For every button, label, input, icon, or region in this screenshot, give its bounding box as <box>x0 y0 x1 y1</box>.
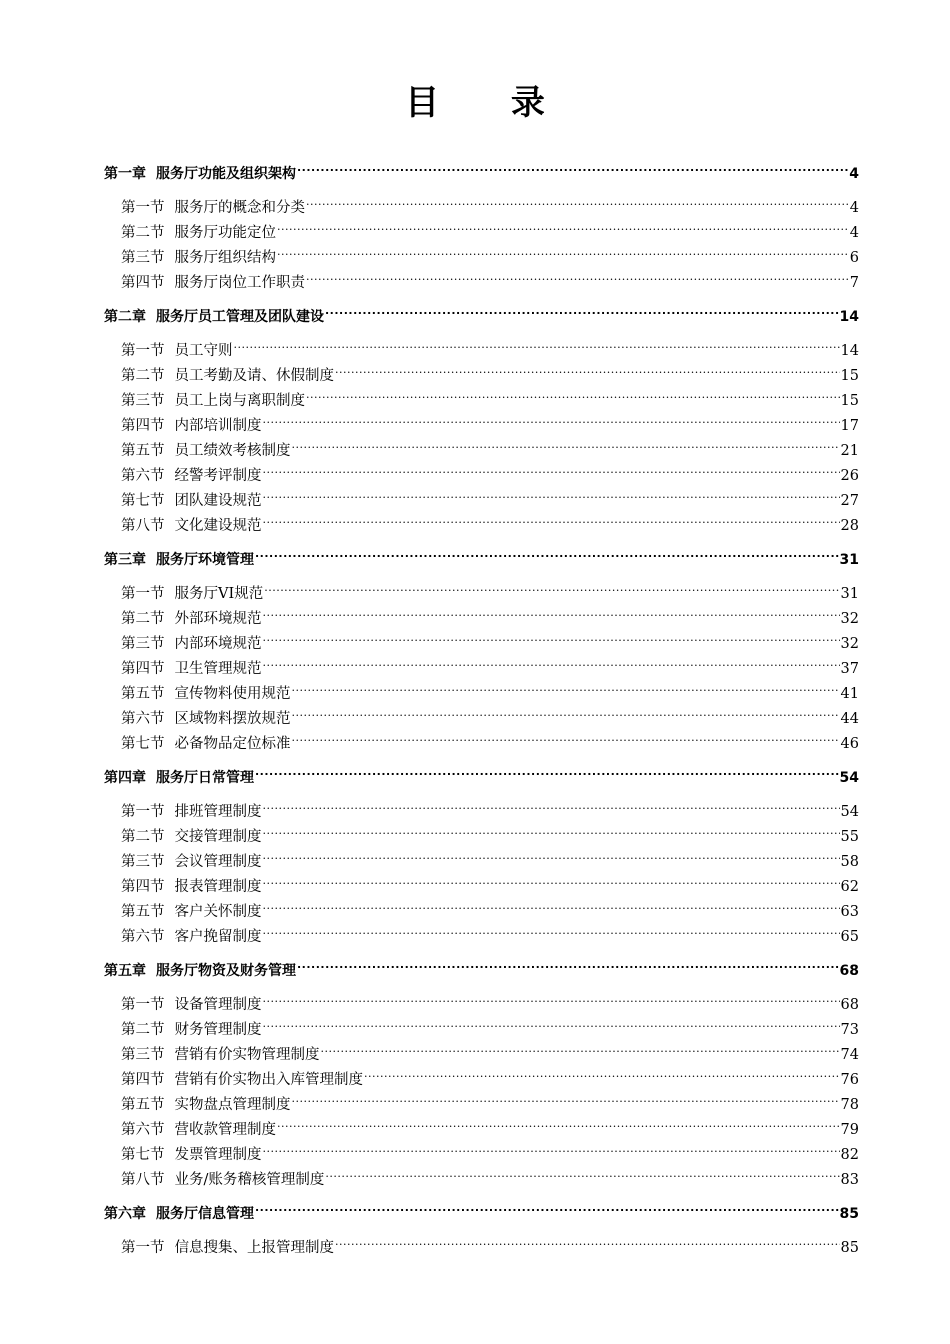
toc-entry-number: 第五节 <box>121 1097 165 1113</box>
toc-section-entry[interactable] <box>121 1162 859 1188</box>
toc-section-entry[interactable] <box>121 1112 859 1138</box>
toc-page-number: 4 <box>849 200 859 216</box>
toc-entry-label <box>104 1203 254 1225</box>
toc-entry-title: 员工守则 <box>174 343 233 359</box>
toc-section-entry[interactable] <box>121 676 859 702</box>
toc-section-entry[interactable] <box>121 601 859 627</box>
toc-section-entry[interactable] <box>121 726 859 752</box>
toc-section-entry[interactable] <box>121 869 859 895</box>
toc-page-number: 27 <box>840 493 859 509</box>
toc-entry-title: 团队建设规范 <box>174 493 262 509</box>
toc-entry-label <box>121 1169 324 1191</box>
toc-entry-label <box>104 549 254 571</box>
toc-entry-title: 发票管理制度 <box>174 1147 262 1163</box>
toc-entry-number: 第一节 <box>121 343 165 359</box>
dot-leader <box>263 1012 840 1034</box>
toc-page-number: 68 <box>839 963 859 979</box>
toc-entry-number: 第一节 <box>121 1240 165 1256</box>
toc-entry-title: 必备物品定位标准 <box>174 736 291 752</box>
toc-section-entry[interactable] <box>121 358 859 384</box>
toc-section-entry[interactable] <box>121 483 859 509</box>
toc-page-number: 4 <box>849 166 859 182</box>
dot-leader <box>263 508 840 530</box>
toc-entry-number: 第六节 <box>121 1122 165 1138</box>
toc-chapter-entry[interactable] <box>104 953 859 979</box>
toc-entry-number: 第一节 <box>121 997 165 1013</box>
toc-section-entry[interactable] <box>121 508 859 534</box>
dot-leader <box>263 894 840 916</box>
dot-leader <box>263 987 840 1009</box>
toc-section-entry[interactable] <box>121 408 859 434</box>
toc-section-entry[interactable] <box>121 794 859 820</box>
dot-leader <box>263 819 840 841</box>
dot-leader <box>297 953 839 975</box>
toc-page-number: 6 <box>849 250 859 266</box>
toc-entry-number: 第八节 <box>121 518 165 534</box>
toc-entry-title: 服务厅环境管理 <box>156 552 254 568</box>
toc-entry-title: 营销有价实物出入库管理制度 <box>174 1072 363 1088</box>
dot-leader <box>292 433 840 455</box>
toc-page-number: 78 <box>840 1097 859 1113</box>
toc-section-entry[interactable] <box>121 265 859 291</box>
toc-entry-number: 第二节 <box>121 1022 165 1038</box>
toc-entry-title: 经警考评制度 <box>174 468 262 484</box>
dot-leader <box>263 408 840 430</box>
dot-leader <box>255 542 839 564</box>
toc-entry-number: 第二节 <box>121 225 165 241</box>
dot-leader <box>263 483 840 505</box>
toc-section-entry[interactable] <box>121 458 859 484</box>
toc-page-number: 76 <box>840 1072 859 1088</box>
toc-entry-title: 服务厅功能定位 <box>174 225 276 241</box>
toc-section-entry[interactable] <box>121 894 859 920</box>
toc-entry-number: 第四节 <box>121 275 165 291</box>
page-title: 目 录 <box>405 83 575 123</box>
toc-page-number: 32 <box>840 611 859 627</box>
toc-entry-number: 第四章 <box>104 770 146 786</box>
toc-entry-title: 服务厅信息管理 <box>156 1206 254 1222</box>
toc-section-entry[interactable] <box>121 433 859 459</box>
toc-entry-title: 财务管理制度 <box>174 1022 262 1038</box>
toc-entry-title: 卫生管理规范 <box>174 661 262 677</box>
toc-entry-title: 服务厅物资及财务管理 <box>156 963 296 979</box>
toc-entry-title: 实物盘点管理制度 <box>174 1097 291 1113</box>
toc-section-entry[interactable] <box>121 919 859 945</box>
toc-entry-title: 报表管理制度 <box>174 879 262 895</box>
toc-entry-label <box>104 767 254 789</box>
toc-entry-title: 服务厅日常管理 <box>156 770 254 786</box>
dot-leader <box>263 458 840 480</box>
toc-section-entry[interactable] <box>121 819 859 845</box>
toc-page-number: 28 <box>840 518 859 534</box>
toc-entry-number: 第六节 <box>121 929 165 945</box>
toc-section-entry[interactable] <box>121 1230 859 1256</box>
toc-page-number: 37 <box>840 661 859 677</box>
toc-entry-number: 第七节 <box>121 736 165 752</box>
dot-leader <box>263 919 840 941</box>
toc-entry-number: 第五节 <box>121 904 165 920</box>
toc-entry-title: 客户关怀制度 <box>174 904 262 920</box>
dot-leader <box>263 601 840 623</box>
toc-entry-number: 第二章 <box>104 309 146 325</box>
dot-leader <box>364 1062 840 1084</box>
toc-entry-title: 员工上岗与离职制度 <box>174 393 305 409</box>
toc-page-number: 79 <box>840 1122 859 1138</box>
toc-entry-title: 设备管理制度 <box>174 997 262 1013</box>
toc-entry-label <box>104 163 296 185</box>
toc-section-entry[interactable] <box>121 651 859 677</box>
toc-entry-number: 第五章 <box>104 963 146 979</box>
toc-entry-number: 第四节 <box>121 1072 165 1088</box>
toc-section-entry[interactable] <box>121 190 859 216</box>
dot-leader <box>306 383 840 405</box>
toc-chapter-entry[interactable] <box>104 299 859 325</box>
toc-entry-number: 第五节 <box>121 443 165 459</box>
toc-entry-title: 服务厅岗位工作职责 <box>174 275 305 291</box>
dot-leader <box>263 626 840 648</box>
toc-entry-number: 第一节 <box>121 804 165 820</box>
toc-entry-label <box>104 960 296 982</box>
toc-section-entry[interactable] <box>121 576 859 602</box>
toc-section-entry[interactable] <box>121 1087 859 1113</box>
toc-section-entry[interactable] <box>121 1137 859 1163</box>
toc-entry-title: 交接管理制度 <box>174 829 262 845</box>
toc-entry-number: 第三章 <box>104 552 146 568</box>
dot-leader <box>234 333 840 355</box>
toc-page-number: 85 <box>840 1240 859 1256</box>
toc-section-entry[interactable] <box>121 383 859 409</box>
toc-entry-title: 员工绩效考核制度 <box>174 443 291 459</box>
toc-page-number: 83 <box>840 1172 859 1188</box>
toc-page-number: 55 <box>840 829 859 845</box>
toc-entry-number: 第三节 <box>121 1047 165 1063</box>
toc-page-number: 21 <box>840 443 859 459</box>
toc-entry-number: 第六节 <box>121 711 165 727</box>
toc-page-number: 32 <box>840 636 859 652</box>
dot-leader <box>263 1137 840 1159</box>
toc-section-entry[interactable] <box>121 1037 859 1063</box>
toc-page-number: 31 <box>840 586 859 602</box>
toc-page-number: 15 <box>840 368 859 384</box>
toc-entry-title: 会议管理制度 <box>174 854 262 870</box>
toc-section-entry[interactable] <box>121 626 859 652</box>
dot-leader <box>297 156 848 178</box>
toc-chapter-entry[interactable] <box>104 1196 859 1222</box>
dot-leader <box>264 576 839 598</box>
toc-section-entry[interactable] <box>121 1062 859 1088</box>
toc-page-number: 44 <box>840 711 859 727</box>
dot-leader <box>292 1087 840 1109</box>
toc-entry-number: 第七节 <box>121 493 165 509</box>
toc-page-number: 58 <box>840 854 859 870</box>
dot-leader <box>277 1112 840 1134</box>
dot-leader <box>263 794 840 816</box>
toc-entry-title: 营销有价实物管理制度 <box>174 1047 320 1063</box>
toc-page-number: 65 <box>840 929 859 945</box>
toc-page-number: 46 <box>840 736 859 752</box>
toc-section-entry[interactable] <box>121 1012 859 1038</box>
toc-entry-number: 第四节 <box>121 661 165 677</box>
toc-page-number: 73 <box>840 1022 859 1038</box>
toc-entry-number: 第三节 <box>121 250 165 266</box>
toc-page-number: 54 <box>840 804 859 820</box>
toc-page-number: 74 <box>840 1047 859 1063</box>
toc-entry-title: 外部环境规范 <box>174 611 262 627</box>
dot-leader <box>335 358 840 380</box>
toc-entry-number: 第二节 <box>121 611 165 627</box>
dot-leader <box>335 1230 840 1252</box>
toc-entry-title: 信息搜集、上报管理制度 <box>174 1240 334 1256</box>
toc-page-number: 15 <box>840 393 859 409</box>
toc-entry-number: 第二节 <box>121 368 165 384</box>
toc-entry-number: 第一节 <box>121 200 165 216</box>
toc-entry-label <box>121 733 291 755</box>
toc-entry-number: 第三节 <box>121 636 165 652</box>
toc-entry-number: 第一节 <box>121 586 165 602</box>
toc-section-entry[interactable] <box>121 240 859 266</box>
dot-leader <box>325 299 839 321</box>
toc-page-number: 14 <box>840 343 859 359</box>
dot-leader <box>255 760 839 782</box>
toc-chapter-entry[interactable] <box>104 542 859 568</box>
toc-page-number: 14 <box>839 309 859 325</box>
toc-page-number: 17 <box>840 418 859 434</box>
toc-section-entry[interactable] <box>121 987 859 1013</box>
toc-page-number: 26 <box>840 468 859 484</box>
dot-leader <box>306 265 849 287</box>
dot-leader <box>263 844 840 866</box>
toc-entry-title: 内部环境规范 <box>174 636 262 652</box>
toc-entry-number: 第六节 <box>121 468 165 484</box>
toc-page-number: 4 <box>849 225 859 241</box>
toc-entry-number: 第五节 <box>121 686 165 702</box>
toc-chapter-entry[interactable] <box>104 156 859 182</box>
toc-page-number: 63 <box>840 904 859 920</box>
dot-leader <box>292 701 840 723</box>
toc-section-entry[interactable] <box>121 844 859 870</box>
dot-leader <box>306 190 849 212</box>
toc-page-number: 7 <box>849 275 859 291</box>
toc-entry-title: 内部培训制度 <box>174 418 262 434</box>
toc-page-number: 54 <box>839 770 859 786</box>
toc-entry-title: 业务/账务稽核管理制度 <box>174 1172 325 1188</box>
dot-leader <box>292 676 840 698</box>
toc-page-number: 31 <box>839 552 859 568</box>
toc-entry-number: 第七节 <box>121 1147 165 1163</box>
dot-leader <box>277 240 849 262</box>
toc-entry-number: 第四节 <box>121 879 165 895</box>
toc-entry-label <box>121 515 262 537</box>
toc-entry-title: 宣传物料使用规范 <box>174 686 291 702</box>
toc-entry-number: 第四节 <box>121 418 165 434</box>
toc-entry-title: 排班管理制度 <box>174 804 262 820</box>
toc-page-number: 68 <box>840 997 859 1013</box>
toc-entry-number: 第八节 <box>121 1172 165 1188</box>
toc-page-number: 85 <box>839 1206 859 1222</box>
toc-entry-title: 服务厅组织结构 <box>174 250 276 266</box>
toc-entry-title: 服务厅员工管理及团队建设 <box>156 309 324 325</box>
toc-entry-label <box>104 306 324 328</box>
toc-entry-number: 第二节 <box>121 829 165 845</box>
toc-entry-title: 员工考勤及请、休假制度 <box>174 368 334 384</box>
toc-entry-title: 客户挽留制度 <box>174 929 262 945</box>
toc-entry-number: 第三节 <box>121 393 165 409</box>
toc-entry-number: 第三节 <box>121 854 165 870</box>
dot-leader <box>255 1196 839 1218</box>
dot-leader <box>263 651 840 673</box>
toc-section-entry[interactable] <box>121 333 859 359</box>
toc-entry-title: 区域物料摆放规范 <box>174 711 291 727</box>
toc-section-entry[interactable] <box>121 215 859 241</box>
toc-entry-label <box>121 926 262 948</box>
toc-entry-title: 服务厅VI规范 <box>174 586 264 602</box>
dot-leader <box>321 1037 840 1059</box>
dot-leader <box>292 726 840 748</box>
toc-entry-title: 营收款管理制度 <box>174 1122 276 1138</box>
dot-leader <box>325 1162 839 1184</box>
toc-page-number: 62 <box>840 879 859 895</box>
toc-entry-label <box>121 272 305 294</box>
toc-page-number: 82 <box>840 1147 859 1163</box>
toc-chapter-entry[interactable] <box>104 760 859 786</box>
dot-leader <box>277 215 849 237</box>
toc-page-number: 41 <box>840 686 859 702</box>
toc-entry-title: 服务厅的概念和分类 <box>174 200 305 216</box>
toc-entry-number: 第一章 <box>104 166 146 182</box>
toc-entry-number: 第六章 <box>104 1206 146 1222</box>
toc-entry-label <box>121 1237 334 1259</box>
dot-leader <box>263 869 840 891</box>
toc-entry-title: 文化建设规范 <box>174 518 262 534</box>
toc-section-entry[interactable] <box>121 701 859 727</box>
toc-entry-title: 服务厅功能及组织架构 <box>156 166 296 182</box>
